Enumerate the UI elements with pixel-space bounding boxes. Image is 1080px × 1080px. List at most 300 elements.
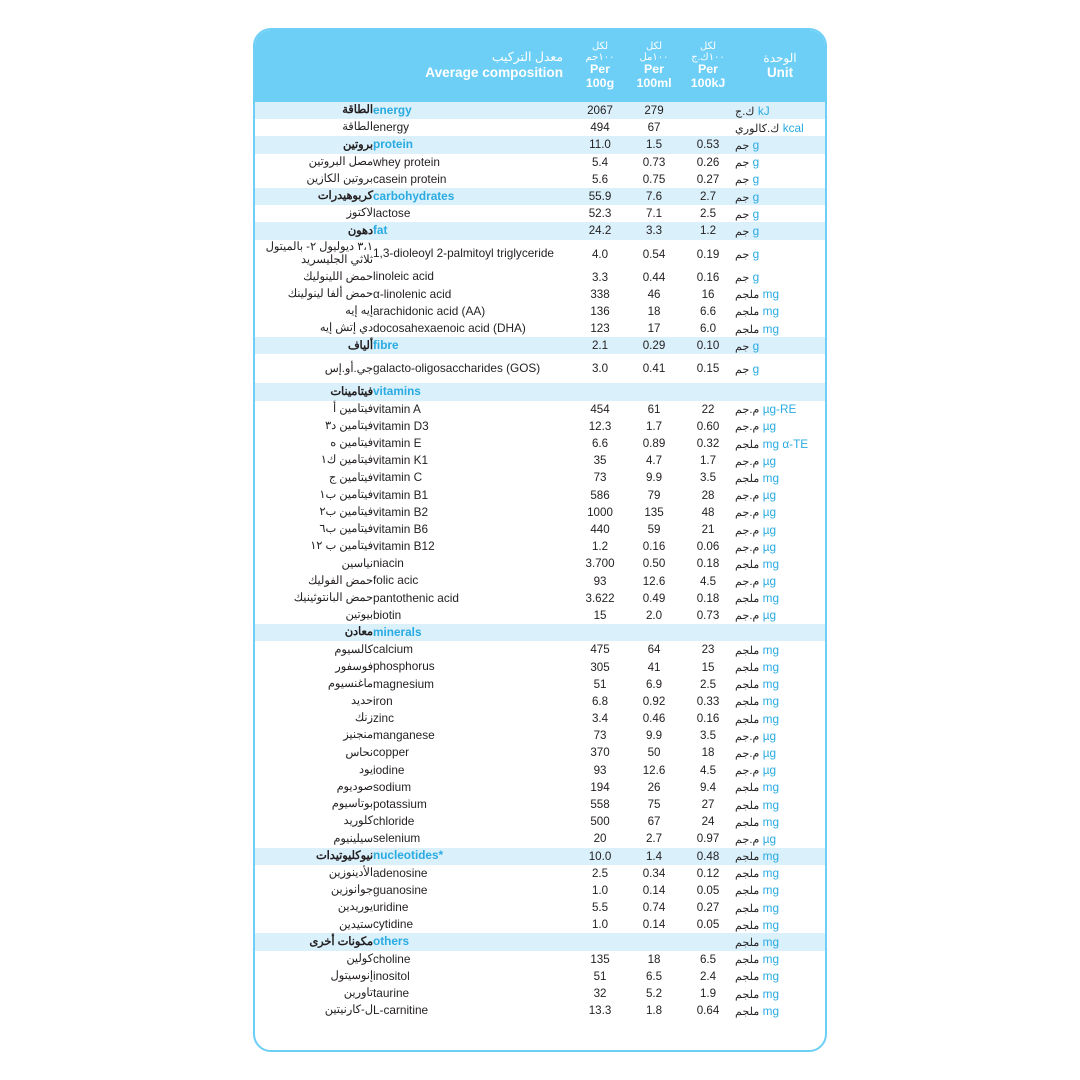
table-row	[255, 521, 825, 538]
value-per-100g: 475	[573, 641, 627, 658]
unit-ar: ملجم	[735, 868, 760, 881]
unit-en: mg	[759, 321, 780, 336]
unit-en: kcal	[779, 120, 804, 135]
table-row	[255, 538, 825, 555]
value-per-100ml: 26	[627, 779, 681, 796]
unit-ar: ملجم	[735, 679, 760, 692]
average-composition-table	[255, 30, 825, 1019]
value-per-100kj: 0.05	[681, 916, 735, 933]
nutrient-name-ar: سيلينيوم	[255, 830, 373, 847]
unit-ar: ملجم	[735, 323, 760, 336]
unit-ar: جم	[735, 272, 750, 285]
value-per-100ml: 9.9	[627, 469, 681, 486]
table-row	[255, 916, 825, 933]
header-per-100kj-ar2: ١٠٠ك.ج	[691, 52, 725, 64]
unit-ar: ملجم	[735, 954, 760, 967]
unit-cell	[735, 865, 825, 882]
value-per-100ml: 0.73	[627, 154, 681, 171]
unit-en: g	[749, 247, 760, 261]
value-per-100ml: 5.2	[627, 985, 681, 1002]
nutrient-name-ar: منجنيز	[255, 727, 373, 744]
nutrient-name-ar: كولين	[255, 951, 373, 968]
table-row-category	[255, 383, 825, 400]
nutrient-name-en: lactose	[373, 205, 573, 222]
unit-cell	[735, 985, 825, 1002]
unit-en: µg	[759, 831, 777, 846]
nutrient-name-ar: فيتامين د٣	[255, 418, 373, 435]
unit-en: µg	[759, 419, 777, 434]
unit-cell	[735, 303, 825, 320]
nutrient-name-en: vitamin B2	[373, 504, 573, 521]
value-per-100g: 5.5	[573, 899, 627, 916]
unit-en: mg	[759, 287, 780, 302]
nutrient-name-ar: بيوتين	[255, 607, 373, 624]
table-row	[255, 985, 825, 1002]
table-row	[255, 418, 825, 435]
unit-cell	[735, 205, 825, 222]
value-per-100kj: 4.5	[681, 573, 735, 590]
table-row	[255, 1002, 825, 1019]
table-row	[255, 899, 825, 916]
value-per-100ml: 79	[627, 487, 681, 504]
value-per-100kj	[681, 383, 735, 400]
nutrient-name-ar: الطاقة	[255, 119, 373, 136]
unit-ar: م.جم	[735, 730, 760, 743]
nutrient-name-ar: بروتين الكازين	[255, 171, 373, 188]
header-per-100kj-ar1: لكل	[699, 40, 717, 52]
value-per-100g: 13.3	[573, 1002, 627, 1019]
unit-en: g	[749, 361, 760, 376]
value-per-100ml: 18	[627, 303, 681, 320]
value-per-100ml: 2.7	[627, 830, 681, 847]
value-per-100g: 20	[573, 830, 627, 847]
unit-en: mg	[759, 694, 780, 709]
unit-en: µg	[759, 763, 777, 778]
unit-en: mg	[759, 814, 780, 829]
nutrient-name-ar: ل-كارنيتين	[255, 1002, 373, 1019]
value-per-100kj: 15	[681, 658, 735, 675]
value-per-100g: 1.2	[573, 538, 627, 555]
unit-ar: ملجم	[735, 593, 760, 606]
value-per-100g: 1.0	[573, 916, 627, 933]
unit-en: kJ	[754, 103, 770, 118]
table-row	[255, 727, 825, 744]
nutrient-name-en: nucleotides*	[373, 848, 573, 865]
value-per-100g: 3.622	[573, 590, 627, 607]
unit-ar: ملجم	[735, 782, 760, 795]
unit-ar: ملجم	[735, 919, 760, 932]
unit-cell	[735, 337, 825, 354]
nutrient-name-ar: زنك	[255, 710, 373, 727]
unit-en: µg-RE	[759, 402, 797, 417]
unit-ar: م.جم	[735, 524, 760, 537]
table-body	[255, 102, 825, 1019]
unit-cell	[735, 882, 825, 899]
value-per-100g: 52.3	[573, 205, 627, 222]
unit-en: g	[749, 223, 760, 238]
value-per-100g: 2.5	[573, 865, 627, 882]
table-row	[255, 590, 825, 607]
table-row	[255, 401, 825, 418]
nutrient-name-en: zinc	[373, 710, 573, 727]
unit-cell	[735, 119, 825, 136]
nutrient-name-en: iodine	[373, 762, 573, 779]
unit-cell	[735, 641, 825, 658]
value-per-100ml: 6.9	[627, 676, 681, 693]
unit-ar: م.جم	[735, 507, 760, 520]
nutrient-name-en: folic acic	[373, 573, 573, 590]
unit-ar: ملجم	[735, 971, 760, 984]
nutrient-name-en: calcium	[373, 641, 573, 658]
value-per-100kj: 6.5	[681, 951, 735, 968]
unit-en: µg	[759, 522, 777, 537]
value-per-100g: 194	[573, 779, 627, 796]
nutrient-name-en: vitamin E	[373, 435, 573, 452]
header-per-100g-ar2: ١٠٠جم	[585, 52, 615, 64]
value-per-100ml: 0.41	[627, 354, 681, 383]
unit-en: µg	[759, 453, 777, 468]
value-per-100kj: 9.4	[681, 779, 735, 796]
nutrient-name-ar: حمض الفوليك	[255, 573, 373, 590]
value-per-100g: 1.0	[573, 882, 627, 899]
value-per-100ml: 0.46	[627, 710, 681, 727]
unit-ar: ملجم	[735, 1005, 760, 1018]
unit-ar: جم	[735, 191, 750, 204]
unit-cell	[735, 727, 825, 744]
value-per-100g: 11.0	[573, 136, 627, 153]
value-per-100g: 454	[573, 401, 627, 418]
value-per-100kj: 0.97	[681, 830, 735, 847]
value-per-100ml: 3.3	[627, 222, 681, 239]
value-per-100g: 136	[573, 303, 627, 320]
table-row	[255, 813, 825, 830]
value-per-100ml: 0.14	[627, 916, 681, 933]
unit-en: g	[749, 155, 760, 170]
value-per-100kj: 21	[681, 521, 735, 538]
value-per-100ml: 135	[627, 504, 681, 521]
nutrient-name-ar: فيتامينات	[255, 383, 373, 400]
unit-cell	[735, 916, 825, 933]
value-per-100kj: 48	[681, 504, 735, 521]
unit-cell	[735, 171, 825, 188]
value-per-100kj: 3.5	[681, 727, 735, 744]
unit-ar: م.جم	[735, 747, 760, 760]
unit-ar: جم	[735, 340, 750, 353]
value-per-100kj: 4.5	[681, 762, 735, 779]
nutrient-name-en: sodium	[373, 779, 573, 796]
unit-cell	[735, 452, 825, 469]
value-per-100g: 440	[573, 521, 627, 538]
unit-cell	[735, 320, 825, 337]
nutrient-name-en: vitamin B1	[373, 487, 573, 504]
value-per-100ml: 17	[627, 320, 681, 337]
unit-ar: جم	[735, 157, 750, 170]
value-per-100g: 305	[573, 658, 627, 675]
value-per-100ml: 0.14	[627, 882, 681, 899]
value-per-100ml: 1.5	[627, 136, 681, 153]
value-per-100ml: 64	[627, 641, 681, 658]
nutrient-name-ar: فيتامين ب١	[255, 487, 373, 504]
unit-cell	[735, 624, 825, 641]
table-row	[255, 779, 825, 796]
header-per-100g-ar1: لكل	[591, 40, 609, 52]
unit-en: g	[749, 172, 760, 187]
header-per-100g-en1: Per	[590, 62, 610, 77]
nutrient-name-en: potassium	[373, 796, 573, 813]
value-per-100g: 558	[573, 796, 627, 813]
nutrient-name-en: minerals	[373, 624, 573, 641]
unit-ar: م.جم	[735, 455, 760, 468]
nutrient-name-ar: كربوهيدرات	[255, 188, 373, 205]
value-per-100g: 24.2	[573, 222, 627, 239]
value-per-100ml: 0.75	[627, 171, 681, 188]
nutrient-name-en: 1,3-dioleoyl 2-palmitoyl triglyceride	[373, 240, 573, 269]
header-per-100kj-en2: 100kJ	[690, 76, 726, 91]
table-row	[255, 865, 825, 882]
table-row	[255, 452, 825, 469]
value-per-100ml: 4.7	[627, 452, 681, 469]
header-title-cell	[255, 30, 573, 102]
nutrient-name-en: biotin	[373, 607, 573, 624]
nutrient-name-en: copper	[373, 744, 573, 761]
composition-card	[253, 28, 827, 1052]
header-unit	[735, 30, 825, 102]
table-row	[255, 286, 825, 303]
nutrient-name-ar: تاورين	[255, 985, 373, 1002]
nutrient-name-ar: فيتامين ك١	[255, 452, 373, 469]
unit-en: mg	[759, 883, 780, 898]
unit-ar: ملجم	[735, 885, 760, 898]
unit-ar: ملجم	[735, 472, 760, 485]
unit-cell	[735, 222, 825, 239]
nutrient-name-ar: ٣،١ ديوليول ٢- بالميتول ثلاثي الجليسريد	[255, 240, 373, 269]
nutrient-name-en: choline	[373, 951, 573, 968]
table-row	[255, 555, 825, 572]
value-per-100kj	[681, 624, 735, 641]
table-row-category	[255, 188, 825, 205]
nutrient-name-ar: فيتامين ب٦	[255, 521, 373, 538]
value-per-100g: 51	[573, 676, 627, 693]
header-per-100ml-en1: Per	[644, 62, 664, 77]
unit-en: µg	[759, 574, 777, 589]
nutrient-name-en: magnesium	[373, 676, 573, 693]
unit-ar: ملجم	[735, 902, 760, 915]
value-per-100g: 2.1	[573, 337, 627, 354]
value-per-100g	[573, 383, 627, 400]
unit-cell	[735, 779, 825, 796]
nutrient-name-en: niacin	[373, 555, 573, 572]
value-per-100ml: 41	[627, 658, 681, 675]
value-per-100ml	[627, 933, 681, 950]
value-per-100g: 4.0	[573, 240, 627, 269]
nutrient-name-ar: حمض اللينوليك	[255, 269, 373, 286]
table-row	[255, 762, 825, 779]
nutrient-name-en: fibre	[373, 337, 573, 354]
header-per-100g-en2: 100g	[585, 76, 615, 91]
unit-ar: م.جم	[735, 765, 760, 778]
nutrient-name-en: inositol	[373, 968, 573, 985]
value-per-100ml: 0.92	[627, 693, 681, 710]
unit-cell	[735, 590, 825, 607]
value-per-100ml: 67	[627, 813, 681, 830]
nutrient-name-en: fat	[373, 222, 573, 239]
unit-en: mg	[759, 986, 780, 1001]
nutrient-name-ar: فيتامين ب٢	[255, 504, 373, 521]
value-per-100g: 93	[573, 573, 627, 590]
value-per-100kj	[681, 119, 735, 136]
unit-en: mg	[759, 304, 780, 319]
value-per-100ml: 1.8	[627, 1002, 681, 1019]
table-row-category	[255, 222, 825, 239]
nutrient-name-ar: فيتامين ه	[255, 435, 373, 452]
unit-cell	[735, 102, 825, 119]
table-row-category	[255, 136, 825, 153]
unit-en: mg	[759, 642, 780, 657]
value-per-100kj: 0.10	[681, 337, 735, 354]
value-per-100kj: 0.60	[681, 418, 735, 435]
nutrient-name-ar: فيتامين أ	[255, 401, 373, 418]
nutrient-name-ar: لاكتوز	[255, 205, 373, 222]
value-per-100kj: 23	[681, 641, 735, 658]
table-row	[255, 744, 825, 761]
value-per-100ml	[627, 383, 681, 400]
value-per-100kj: 1.9	[681, 985, 735, 1002]
unit-en: mg	[759, 591, 780, 606]
table-row-category	[255, 337, 825, 354]
value-per-100ml: 18	[627, 951, 681, 968]
header-title-ar: معدل التركيب	[491, 50, 564, 65]
nutrient-name-en: cytidine	[373, 916, 573, 933]
unit-ar: ملجم	[735, 696, 760, 709]
unit-cell	[735, 269, 825, 286]
nutrient-name-en: adenosine	[373, 865, 573, 882]
value-per-100kj: 1.2	[681, 222, 735, 239]
nutrient-name-en: docosahexaenoic acid (DHA)	[373, 320, 573, 337]
unit-ar: جم	[735, 249, 750, 261]
value-per-100g: 2067	[573, 102, 627, 119]
unit-en: µg	[759, 488, 777, 503]
unit-cell	[735, 968, 825, 985]
value-per-100g: 338	[573, 286, 627, 303]
nutrient-name-ar: حمض ألفا لينولينك	[255, 286, 373, 303]
nutrient-name-en: energy	[373, 119, 573, 136]
unit-cell	[735, 607, 825, 624]
value-per-100ml: 279	[627, 102, 681, 119]
value-per-100kj: 0.18	[681, 555, 735, 572]
unit-en: g	[749, 206, 760, 221]
nutrient-name-en: vitamin B12	[373, 538, 573, 555]
value-per-100g: 370	[573, 744, 627, 761]
header-per-100ml-ar1: لكل	[645, 40, 663, 52]
value-per-100g: 586	[573, 487, 627, 504]
value-per-100kj: 0.12	[681, 865, 735, 882]
value-per-100kj: 18	[681, 744, 735, 761]
value-per-100kj: 6.0	[681, 320, 735, 337]
nutrient-name-en: guanosine	[373, 882, 573, 899]
value-per-100g: 3.700	[573, 555, 627, 572]
unit-en: µg	[759, 608, 777, 623]
table-row	[255, 435, 825, 452]
value-per-100kj: 27	[681, 796, 735, 813]
value-per-100ml	[627, 624, 681, 641]
value-per-100ml: 0.44	[627, 269, 681, 286]
value-per-100g: 500	[573, 813, 627, 830]
unit-en: mg α-TE	[759, 436, 809, 451]
nutrient-name-en: others	[373, 933, 573, 950]
unit-cell	[735, 401, 825, 418]
nutrient-name-ar: جي.أو.إس	[255, 354, 373, 383]
value-per-100ml: 12.6	[627, 573, 681, 590]
nutrient-name-ar: ألياف	[255, 337, 373, 354]
unit-en: g	[749, 137, 760, 152]
value-per-100g: 35	[573, 452, 627, 469]
header-title-en: Average composition	[425, 65, 564, 81]
unit-en: µg	[759, 728, 777, 743]
value-per-100kj: 0.32	[681, 435, 735, 452]
unit-en: mg	[759, 935, 780, 950]
unit-ar: ك.كالوري	[735, 122, 780, 135]
nutrient-name-en: whey protein	[373, 154, 573, 171]
table-row-category	[255, 624, 825, 641]
unit-cell	[735, 1002, 825, 1019]
table-row	[255, 205, 825, 222]
table-row	[255, 320, 825, 337]
unit-cell	[735, 710, 825, 727]
value-per-100g: 6.8	[573, 693, 627, 710]
unit-cell	[735, 538, 825, 555]
table-row	[255, 607, 825, 624]
value-per-100kj: 0.73	[681, 607, 735, 624]
value-per-100ml: 75	[627, 796, 681, 813]
value-per-100kj: 0.05	[681, 882, 735, 899]
nutrient-name-ar: فيتامين ج	[255, 469, 373, 486]
unit-cell	[735, 796, 825, 813]
value-per-100ml: 7.6	[627, 188, 681, 205]
unit-cell	[735, 521, 825, 538]
table-row	[255, 240, 825, 269]
unit-cell	[735, 658, 825, 675]
value-per-100ml: 0.74	[627, 899, 681, 916]
unit-ar: ملجم	[735, 306, 760, 319]
nutrient-name-ar: نحاس	[255, 744, 373, 761]
value-per-100kj: 2.4	[681, 968, 735, 985]
value-per-100ml: 9.9	[627, 727, 681, 744]
nutrient-name-en: vitamin K1	[373, 452, 573, 469]
nutrient-name-ar: حمض البانتوثينيك	[255, 590, 373, 607]
nutrient-name-en: vitamin A	[373, 401, 573, 418]
nutrient-name-ar: يود	[255, 762, 373, 779]
unit-en: mg	[759, 866, 780, 881]
unit-cell	[735, 555, 825, 572]
unit-en: µg	[759, 539, 777, 554]
unit-en: mg	[759, 900, 780, 915]
table-row	[255, 171, 825, 188]
value-per-100ml: 0.50	[627, 555, 681, 572]
unit-cell	[735, 154, 825, 171]
table-row	[255, 796, 825, 813]
nutrient-name-en: vitamin D3	[373, 418, 573, 435]
value-per-100ml: 0.89	[627, 435, 681, 452]
table-row	[255, 119, 825, 136]
value-per-100kj: 22	[681, 401, 735, 418]
nutrient-name-en: selenium	[373, 830, 573, 847]
value-per-100kj: 3.5	[681, 469, 735, 486]
value-per-100kj: 16	[681, 286, 735, 303]
nutrient-name-ar: مكونات أخرى	[255, 933, 373, 950]
value-per-100g: 3.0	[573, 354, 627, 383]
header-unit-en: Unit	[767, 65, 794, 81]
unit-cell	[735, 573, 825, 590]
